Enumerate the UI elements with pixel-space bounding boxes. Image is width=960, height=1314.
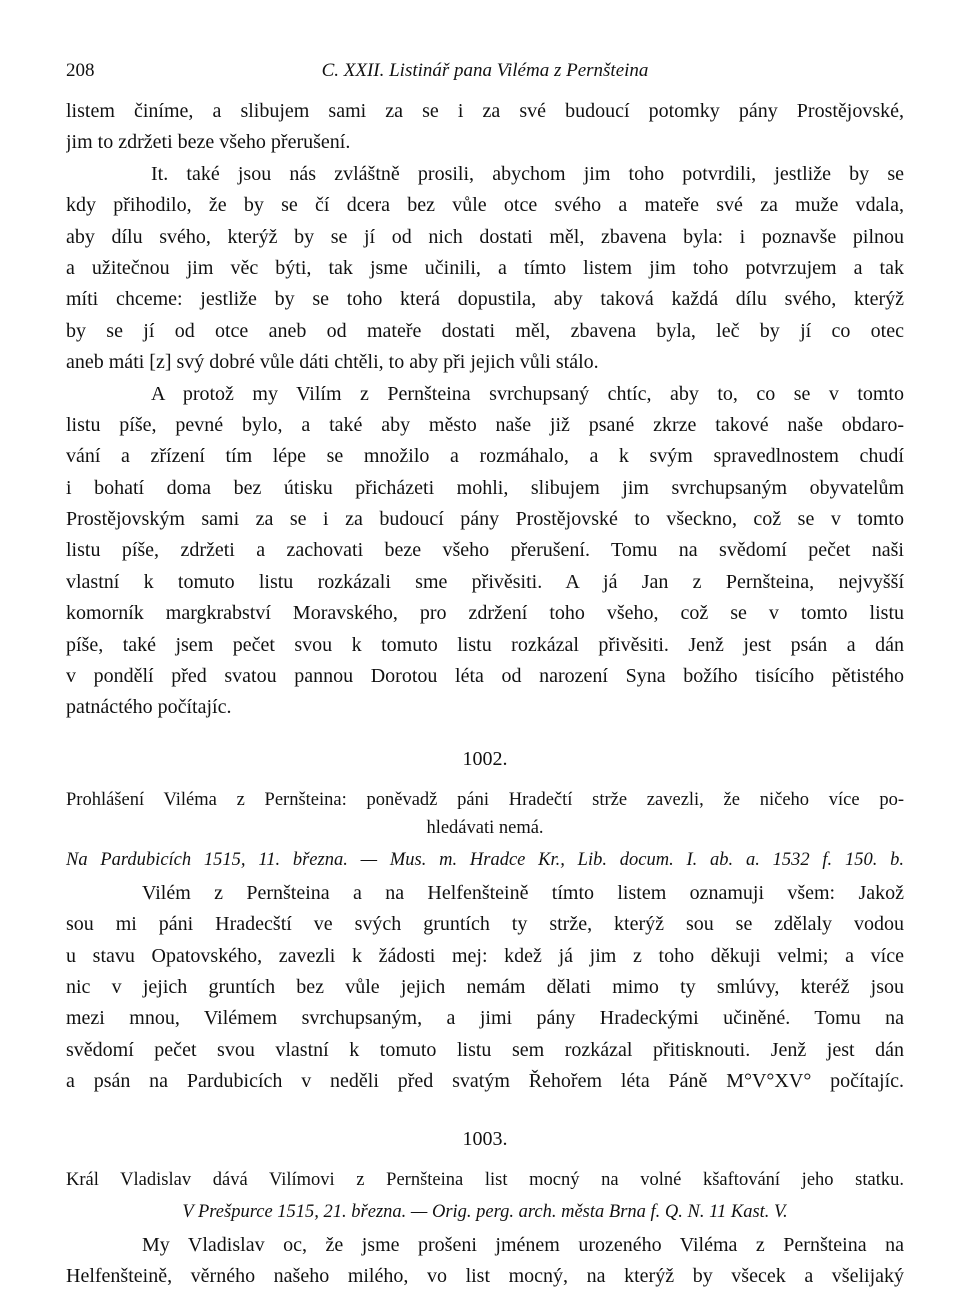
regest-1002-line: hledávati nemá.: [426, 817, 544, 838]
regest-1003: Král Vladislav dává Vilímovi z Pernšteina list mocný na volné kšaftování jeho statku.: [66, 1169, 904, 1190]
text-line: My Vladislav oc, že jsme prošeni jménem urozeného Viléma z Pernšteina na: [142, 1233, 904, 1256]
text-line: listem činíme, a slibujem sami za se i za své budoucí potomky pány Prostějovské,: [66, 100, 904, 122]
text-line: sou mi páni Hradecští ve svých gruntích ty strže, kterýž sou se zdělaly vodou: [66, 913, 904, 936]
source-1003: V Prešpurce 1515, 21. března. — Orig. perg. arch. města Brna f. Q. N. 11 Kast. V.: [182, 1201, 788, 1222]
continuation-paragraph-1: [66, 96, 904, 159]
text-line: by se jí od otce aneb od mateře dostati měl, zbavena byla, leč by jí co otec: [66, 319, 904, 342]
text-line: mezi mnou, Vilémem svrchupsaným, a jimi pány Hradeckými učiněné. Tomu na: [66, 1007, 904, 1030]
document-number-1002: 1002.: [462, 747, 508, 770]
document-text-1002: [66, 878, 904, 1098]
regest-1002-line: Prohlášení Viléma z Pernšteina: poněvadž páni Hradečtí strže zavezli, že ničeho více po-: [66, 789, 904, 810]
text-line: svědomí pečet svou vlastní k tomuto listu sem rozkázal přitisknouti. Jenž jest dán: [66, 1038, 904, 1061]
text-line: aby dílu svého, kterýž by se jí od nich dostati měl, zbavena byla: i poznavše pilnou: [66, 225, 904, 248]
text-line: aneb máti [z] svý dobré vůle dáti chtěli, to aby při jejich vůli stálo.: [66, 351, 599, 374]
text-line: a psán na Pardubicích v neděli před svatým Řehořem léta Páně M°V°XV° počítajíc.: [66, 1070, 904, 1093]
document-page: [66, 40, 904, 1292]
text-line: jim to zdržeti beze všeho přerušení.: [66, 131, 351, 154]
text-line: v pondělí před svatou pannou Dorotou léta od narození Syna božího tisícího pětistého: [66, 665, 904, 688]
text-line: nic v jejich gruntích bez vůle jejich nemám dělati mimo ty smlúvy, kteréž jsou: [66, 975, 904, 998]
text-line: vání a zřízení tím lépe se množilo a rozmáhalo, a k svým spravedlnostem chudí: [66, 445, 904, 468]
text-line: It. také jsou nás zvláštně prosili, abychom jim toho potvrdili, jestliže by se: [151, 162, 904, 185]
text-line: vlastní k tomuto listu rozkázali sme přivěsiti. A já Jan z Pernšteina, nejvyšší: [66, 570, 904, 593]
text-line: kdy přihodilo, že by se čí dcera bez vůle otce svého a mateře své za muže vdala,: [66, 194, 904, 217]
text-line: komorník margkrabství Moravského, pro zdržení toho všeho, což se v tomto listu: [66, 602, 904, 625]
text-line: Vilém z Pernšteina a na Helfenšteině tímto listem oznamuji všem: Jakož: [142, 881, 904, 904]
text-line: míti chceme: jestliže by se toho která dopustila, aby taková každá dílu svého, kterýž: [66, 288, 904, 311]
text-line: Prostějovským sami za se i za budoucí pány Prostějovské to všeckno, což se v tomto: [66, 508, 904, 531]
page-header: [66, 40, 904, 96]
text-line: píše, také jsem pečet svou k tomuto listu rozkázal přivěsiti. Jenž jest psán a dán: [66, 633, 904, 656]
text-line: patnáctého počítajíc.: [66, 696, 232, 719]
continuation-paragraph-2: [66, 159, 904, 379]
text-line: listu píše, pevné bylo, a také aby město naše již psané zkrze takové naše obdaro-: [66, 413, 904, 436]
document-text-1003: [66, 1230, 904, 1293]
text-line: Helfenšteině, věrného našeho milého, vo list mocný, na kterýž by všecek a všelijaký: [66, 1264, 904, 1287]
text-line: A protož my Vilím z Pernšteina svrchupsaný chtíc, aby to, co se v tomto: [151, 382, 904, 405]
text-line: i bohatí doma bez útisku přicházeti mohli, slibujem jim svrchupsaným obyvatelům: [66, 476, 904, 499]
text-line: a užitečnou jim věc býti, tak jsme učinili, a tímto listem jim toho potvrzujem a tak: [66, 256, 904, 279]
document-number-1003: 1003.: [462, 1127, 508, 1150]
text-line: u stavu Opatovského, zavezli k žádosti mej: kdež já jim z toho děkuji velmi; a více: [66, 944, 904, 967]
source-1002: Na Pardubicích 1515, 11. března. — Mus. m. Hradce Kr., Lib. docum. I. ab. a. 1532 f. 150. b.: [66, 849, 904, 870]
continuation-paragraph-3: [66, 379, 904, 724]
text-line: listu píše, zdržeti a zachovati beze všeho přerušení. Tomu na svědomí pečet naši: [66, 539, 904, 562]
running-title: C. XXII. Listinář pana Viléma z Pernšteina: [321, 60, 649, 81]
page-number: 208: [66, 60, 95, 81]
